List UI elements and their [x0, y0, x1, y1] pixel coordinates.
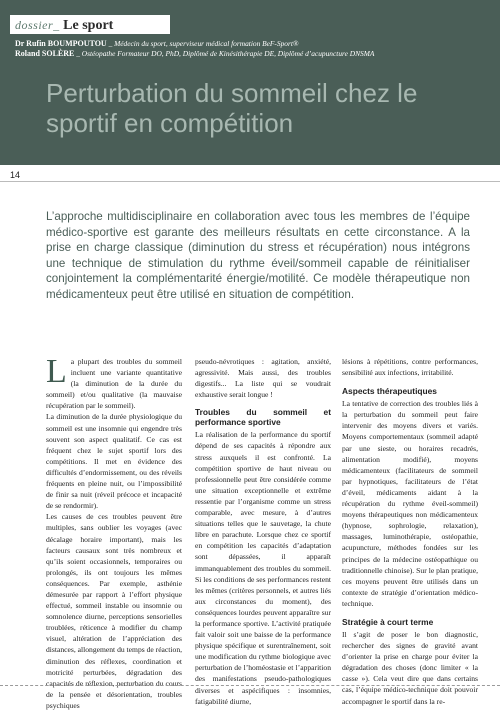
- section-heading: Troubles du sommeil et performance sportive: [195, 407, 331, 428]
- author-line: [15, 49, 490, 59]
- section-label-sport: Le sport: [59, 18, 114, 33]
- text-column-1: [46, 353, 183, 711]
- author-line: [15, 39, 490, 49]
- section-label: [10, 15, 170, 34]
- paragraph-text: a plupart des troubles du sommeil incluent une variante quantitative (la diminution de la durée du sommeil) et/ou qualitative (la mauvaise récupération par le sommeil).: [46, 357, 182, 411]
- author-role: _ Médecin du sport, superviseur médical formation BeF-Sport®: [106, 39, 299, 48]
- paragraph: lésions à répétitions, contre performances, sensibilité aux infections, irritabilité.: [342, 357, 478, 378]
- bottom-divider: [0, 685, 500, 686]
- section-heading: Aspects thérapeutiques: [342, 386, 437, 397]
- paragraph: La réalisation de la performance du sportif dépend de ses capacités à répondre aux stress auxquels il est confronté. La compétition sportive de haut niveau ou professionnelle peut être considérée comme une situation exceptionnelle et extrême ressentie par l’organisme comme un stress comparable, avec mesure, à d’autres situations telles que le sauvetage, la chute libre en parachute. Lorsque chez ce sportif en compétition les capacités d’adaptation sont dépassées, il apparaît immanquablement des troubles du sommeil. Si les conditions de ses performances restent les mêmes (critères personnels, et autres liés aux circonstances du moment), des conséquences lourdes peuvent apparaître sur la performance sportive. L’activité pratiquée fait valoir soit une baisse de la performance physique spécifique et surentraînement, soit une modification du rythme biologique avec perturbation de l’homéostasie et l’apparition des manifestations pseudo-pathologiques diverses et aspécifiques : insomnies, fatigabilité diurne,: [195, 430, 331, 706]
- paragraph: pseudo-névrotiques : agitation, anxiété, agressivité. Mais aussi, des troubles digestifs... La liste qui se voudrait exhaustive serait longue !: [195, 357, 331, 400]
- author-name: Dr Rufin BOUMPOUTOU: [15, 39, 107, 48]
- section-heading: Stratégie à court terme: [342, 616, 434, 627]
- author-role: _ Ostéopathe Formateur DO, PhD, Diplômé de Kinésithérapie DE, Diplômé d’acupuncture DNSMA: [74, 48, 375, 58]
- paragraph: La diminution de la durée physiologique du sommeil est une insomnie qui engendre très souvent son aspect qualitatif. Ce cas est fréquent chez le sujet sportif lors des compétitions. Il met en évidence des difficultés d’endormissement, ou des réveils fréquents en pleine nuit, ou l’impossibilité de finir sa nuit (réveil précoce et incapacité de se rendormir).: [46, 412, 182, 511]
- top-divider: [0, 181, 500, 182]
- lead-paragraph: L’approche multidisciplinaire en collaboration avec tous les membres de l’équipe médico-sportive est garante des meilleurs résultats en cette circonstance. A la prise en charge classique (diminution du stress et récupération) nous intégrons une technique de stimulation du rythme éveil/sommeil capable de réinitialiser conjointement la complémentarité énergie/motilité. Ce modèle thérapeutique non médicamenteux peut être utilisé en situation de compétition.: [46, 210, 470, 301]
- text-column-3: [342, 356, 478, 707]
- text-column-2: [195, 356, 331, 707]
- authors-block: [15, 39, 490, 58]
- paragraph: [46, 353, 182, 411]
- header-banner: [0, 0, 500, 165]
- paragraph: Il s’agit de poser le bon diagnostic, rechercher des signes de gravité avant d’orienter la prise en charge pour éviter la dégradation des choses (donc limiter « la casse »). Cela veut dire que dans certains cas, l’équipe médico-technique doit pouvoir accompagner le sportif dans la re-: [342, 629, 478, 706]
- paragraph: La tentative de correction des troubles liés à la perturbation du sommeil peut faire intervenir des moyens divers et variés. Moyens comportementaux (sommeil adapté par une sieste, ou horaires recadrés, alimentation modifié), moyens médicamenteux (facilitateurs de sommeil par hypnotiques, facilitateurs de l’état d’éveil, médicaments aidant à la récupération du rythme éveil-sommeil) moyens thérapeutiques non médicamenteux (hypnose, sophrologie, relaxation), massages, luminothérapie, ostéopathie, acupuncture, méthodes fondées sur les principes de la médecine ostéopathique ou traditionnelle chinoise). Sur le plan pratique, ces moyens peuvent être utilisés dans un contexte de stratégie d’orientation médico-technique.: [342, 399, 478, 608]
- author-name: Roland SOLÈRE: [15, 48, 75, 58]
- drop-cap: L: [46, 353, 67, 390]
- page-number: 14: [10, 170, 21, 180]
- paragraph: Les causes de ces troubles peuvent être multiples, sans oublier les voyages (avec décalage horaire important), mais les facteurs causaux sont très nombreux et qu’ils soient occasionnels, temporaires ou prolongés, ils ont toujours les mêmes conséquences. Par exemple, asthénie démesurée par rapport à l’effort physique effectué, sommeil instable ou insomnie ou somnolence diurne, perceptions sensorielles troublées, réticence à modifier du champ visuel, altération de l’appréciation des distances, allongement du temps de réaction, diminution des réflexes, coordination et motricité perturbées, dégradation des capacités de réflexion, perturbation du cours de la pensée et désorientation, troubles psychiques: [46, 512, 183, 710]
- article-title: Perturbation du sommeil chez le sportif en compétition: [46, 78, 418, 138]
- section-label-dossier: dossier_: [15, 18, 60, 32]
